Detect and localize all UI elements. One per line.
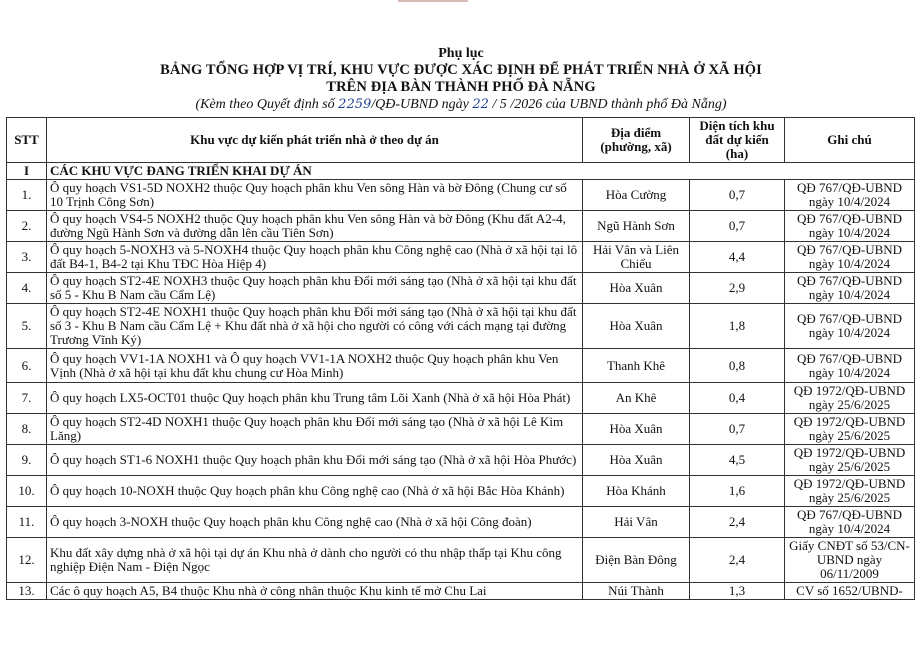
row-location: Hòa Xuân [583, 273, 690, 304]
row-stt: 5. [7, 304, 47, 349]
row-location: Hòa Khánh [583, 476, 690, 507]
row-location: An Khê [583, 383, 690, 414]
row-stt: 9. [7, 445, 47, 476]
row-note: QĐ 1972/QĐ-UBND ngày 25/6/2025 [785, 383, 915, 414]
table-row [7, 211, 915, 242]
row-size: 0,7 [690, 180, 785, 211]
row-desc: Các ô quy hoạch A5, B4 thuộc Khu nhà ở công nhân thuộc Khu kinh tế mở Chu Lai [47, 583, 583, 600]
housing-area-table [6, 117, 915, 600]
table-row [7, 538, 915, 583]
row-note: QĐ 767/QĐ-UBND ngày 10/4/2024 [785, 507, 915, 538]
row-stt: 6. [7, 349, 47, 383]
row-size: 2,4 [690, 538, 785, 583]
row-stt: 11. [7, 507, 47, 538]
col-header-size: Diện tích khu đất dự kiến (ha) [690, 118, 785, 163]
row-desc: Ô quy hoạch VV1-1A NOXH1 và Ô quy hoạch VV1-1A NOXH2 thuộc Quy hoạch phân khu Ven Vịnh (Nhà ở xã hội tại khu đất khu chung cư Hòa Minh) [47, 349, 583, 383]
row-size: 0,7 [690, 414, 785, 445]
row-desc: Ô quy hoạch 10-NOXH thuộc Quy hoạch phân khu Công nghệ cao (Nhà ở xã hội Bắc Hòa Khánh) [47, 476, 583, 507]
document-title-line1: BẢNG TỔNG HỢP VỊ TRÍ, KHU VỰC ĐƯỢC XÁC ĐỊNH ĐỂ PHÁT TRIỂN NHÀ Ở XÃ HỘI [160, 62, 762, 78]
decision-reference [0, 96, 922, 113]
row-desc: Ô quy hoạch ST1-6 NOXH1 thuộc Quy hoạch phân khu Đổi mới sáng tạo (Nhà ở xã hội Hòa Phước) [47, 445, 583, 476]
row-note: QĐ 767/QĐ-UBND ngày 10/4/2024 [785, 211, 915, 242]
row-note: QĐ 767/QĐ-UBND ngày 10/4/2024 [785, 180, 915, 211]
row-note: QĐ 1972/QĐ-UBND ngày 25/6/2025 [785, 445, 915, 476]
row-desc: Ô quy hoạch LX5-OCT01 thuộc Quy hoạch phân khu Trung tâm Lõi Xanh (Nhà ở xã hội Hòa Phát) [47, 383, 583, 414]
row-note: Giấy CNĐT số 53/CN-UBND ngày 06/11/2009 [785, 538, 915, 583]
row-stt: 4. [7, 273, 47, 304]
row-location: Hải Vân [583, 507, 690, 538]
row-note: QĐ 767/QĐ-UBND ngày 10/4/2024 [785, 273, 915, 304]
row-location: Núi Thành [583, 583, 690, 600]
row-size: 0,8 [690, 349, 785, 383]
table-header-row [7, 118, 915, 163]
row-location: Hải Vân và Liên Chiểu [583, 242, 690, 273]
row-size: 1,3 [690, 583, 785, 600]
row-desc: Ô quy hoạch 5-NOXH3 và 5-NOXH4 thuộc Quy hoạch phân khu Công nghệ cao (Nhà ở xã hội tại lô đất B4-1, B4-2 tại Khu TĐC Hòa Hiệp 4) [47, 242, 583, 273]
row-desc: Ô quy hoạch VS1-5D NOXH2 thuộc Quy hoạch phân khu Ven sông Hàn và bờ Đông (Chung cư số 10 Trịnh Công Sơn) [47, 180, 583, 211]
table-row [7, 583, 915, 600]
row-desc: Ô quy hoạch ST2-4D NOXH1 thuộc Quy hoạch phân khu Đổi mới sáng tạo (Nhà ở xã hội Lê Kim Lăng) [47, 414, 583, 445]
row-size: 4,4 [690, 242, 785, 273]
row-size: 0,7 [690, 211, 785, 242]
row-location: Điện Bàn Đông [583, 538, 690, 583]
table-row [7, 273, 915, 304]
ref-prefix: (Kèm theo Quyết định số [195, 97, 335, 112]
row-note: QĐ 767/QĐ-UBND ngày 10/4/2024 [785, 242, 915, 273]
row-note: QĐ 1972/QĐ-UBND ngày 25/6/2025 [785, 476, 915, 507]
row-stt: 10. [7, 476, 47, 507]
col-header-note: Ghi chú [785, 118, 915, 163]
table-row [7, 414, 915, 445]
row-stt: 2. [7, 211, 47, 242]
table-row [7, 349, 915, 383]
row-desc: Ô quy hoạch ST2-4E NOXH1 thuộc Quy hoạch phân khu Đổi mới sáng tạo (Nhà ở xã hội tại khu đất số 3 - Khu B Nam cầu Cẩm Lệ + Khu đất nhà ở xã hội cho người có công với cách mạng tại đường Trương Vĩnh Ký) [47, 304, 583, 349]
table-row [7, 304, 915, 349]
row-desc: Khu đất xây dựng nhà ở xã hội tại dự án Khu nhà ở dành cho người có thu nhập thấp tại Khu công nghiệp Điện Nam - Điện Ngọc [47, 538, 583, 583]
row-location: Thanh Khê [583, 349, 690, 383]
row-location: Ngũ Hành Sơn [583, 211, 690, 242]
row-size: 2,4 [690, 507, 785, 538]
row-location: Hòa Xuân [583, 445, 690, 476]
row-location: Hòa Xuân [583, 304, 690, 349]
row-stt: 3. [7, 242, 47, 273]
row-desc: Ô quy hoạch 3-NOXH thuộc Quy hoạch phân khu Công nghệ cao (Nhà ở xã hội Công đoàn) [47, 507, 583, 538]
row-stt: 12. [7, 538, 47, 583]
row-size: 1,6 [690, 476, 785, 507]
section-row [7, 163, 915, 180]
row-note: CV số 1652/UBND- [785, 583, 915, 600]
ref-mid2: / 5 /2026 của UBND thành phố Đà Nẵng) [492, 97, 727, 112]
row-stt: 8. [7, 414, 47, 445]
document-title-line2: TRÊN ĐỊA BÀN THÀNH PHỐ ĐÀ NẴNG [326, 79, 596, 95]
stamp-mark [398, 0, 468, 10]
section-title: CÁC KHU VỰC ĐANG TRIỂN KHAI DỰ ÁN [47, 163, 915, 180]
row-note: QĐ 767/QĐ-UBND ngày 10/4/2024 [785, 304, 915, 349]
table-row [7, 242, 915, 273]
row-size: 1,8 [690, 304, 785, 349]
appendix-label: Phụ lục [438, 46, 484, 61]
row-location: Hòa Cường [583, 180, 690, 211]
table-row [7, 507, 915, 538]
row-size: 4,5 [690, 445, 785, 476]
row-note: QĐ 767/QĐ-UBND ngày 10/4/2024 [785, 349, 915, 383]
table-row [7, 180, 915, 211]
col-header-location: Địa điểm (phường, xã) [583, 118, 690, 163]
table-row [7, 383, 915, 414]
section-number: I [7, 163, 47, 180]
row-size: 2,9 [690, 273, 785, 304]
col-header-area: Khu vực dự kiến phát triển nhà ở theo dự án [47, 118, 583, 163]
row-size: 0,4 [690, 383, 785, 414]
decision-day: 22 [472, 97, 489, 112]
row-stt: 13. [7, 583, 47, 600]
table-row [7, 476, 915, 507]
row-stt: 7. [7, 383, 47, 414]
ref-mid1: /QĐ-UBND ngày [371, 97, 469, 112]
col-header-stt: STT [7, 118, 47, 163]
row-location: Hòa Xuân [583, 414, 690, 445]
document-header [0, 46, 922, 113]
row-stt: 1. [7, 180, 47, 211]
row-desc: Ô quy hoạch VS4-5 NOXH2 thuộc Quy hoạch phân khu Ven sông Hàn và bờ Đông (Khu đất A2-4, đường Ngũ Hành Sơn và đường dẫn lên cầu Tiên Sơn) [47, 211, 583, 242]
decision-number: 2259 [338, 97, 372, 112]
table-row [7, 445, 915, 476]
row-desc: Ô quy hoạch ST2-4E NOXH3 thuộc Quy hoạch phân khu Đổi mới sáng tạo (Nhà ở xã hội tại khu đất số 5 - Khu B Nam cầu Cẩm Lệ) [47, 273, 583, 304]
row-note: QĐ 1972/QĐ-UBND ngày 25/6/2025 [785, 414, 915, 445]
